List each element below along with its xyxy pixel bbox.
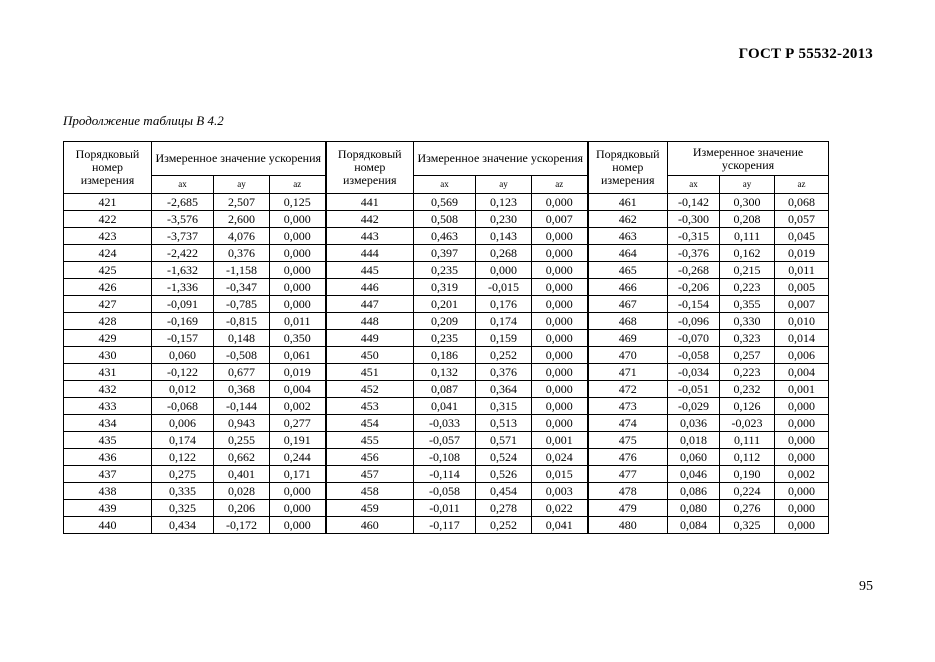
az-value: 0,022 [532, 500, 588, 517]
ax-value: -0,142 [668, 194, 720, 211]
ax-value: -2,422 [152, 245, 214, 262]
measurement-number: 449 [326, 330, 414, 347]
az-value: 0,000 [532, 398, 588, 415]
ay-value: 0,524 [476, 449, 532, 466]
measurement-number: 466 [588, 279, 668, 296]
table-row [64, 381, 829, 398]
measurement-number: 438 [64, 483, 152, 500]
ax-value: 0,132 [414, 364, 476, 381]
measurement-number: 450 [326, 347, 414, 364]
ay-value: 2,507 [214, 194, 270, 211]
measurement-number: 428 [64, 313, 152, 330]
az-value: 0,000 [270, 228, 326, 245]
az-value: 0,000 [775, 517, 829, 534]
ax-value: -0,091 [152, 296, 214, 313]
az-value: 0,014 [775, 330, 829, 347]
az-value: 0,024 [532, 449, 588, 466]
ax-value: -2,685 [152, 194, 214, 211]
ay-value: 0,943 [214, 415, 270, 432]
az-value: 0,000 [532, 364, 588, 381]
az-value: 0,000 [532, 381, 588, 398]
ay-value: 0,000 [476, 262, 532, 279]
measurement-number: 444 [326, 245, 414, 262]
measurement-number: 464 [588, 245, 668, 262]
ay-value: 0,208 [720, 211, 775, 228]
az-value: 0,000 [775, 500, 829, 517]
ax-value: -3,737 [152, 228, 214, 245]
ax-value: 0,084 [668, 517, 720, 534]
ay-value: 2,600 [214, 211, 270, 228]
measurement-number: 452 [326, 381, 414, 398]
ay-value: 0,323 [720, 330, 775, 347]
table-row [64, 347, 829, 364]
ay-value: 0,662 [214, 449, 270, 466]
az-value: 0,007 [532, 211, 588, 228]
ax-value: 0,012 [152, 381, 214, 398]
measurement-number: 446 [326, 279, 414, 296]
table-row [64, 517, 829, 534]
ax-value: -0,268 [668, 262, 720, 279]
ax-value: 0,275 [152, 466, 214, 483]
ay-value: 0,111 [720, 432, 775, 449]
measurement-number: 457 [326, 466, 414, 483]
ay-value: 0,162 [720, 245, 775, 262]
ax-value: 0,060 [668, 449, 720, 466]
az-value: 0,000 [270, 245, 326, 262]
measurement-number: 424 [64, 245, 152, 262]
az-value: 0,001 [532, 432, 588, 449]
ax-value: -0,068 [152, 398, 214, 415]
ax-value: -1,336 [152, 279, 214, 296]
az-value: 0,000 [775, 449, 829, 466]
ay-value: 0,112 [720, 449, 775, 466]
measurements-table [63, 141, 829, 534]
ay-value: 0,232 [720, 381, 775, 398]
table-row [64, 500, 829, 517]
measurement-number: 445 [326, 262, 414, 279]
axis-az: az [270, 176, 326, 194]
az-value: 0,005 [775, 279, 829, 296]
ax-value: 0,186 [414, 347, 476, 364]
ay-value: 0,143 [476, 228, 532, 245]
ay-value: 0,215 [720, 262, 775, 279]
measurement-number: 469 [588, 330, 668, 347]
ax-value: -0,029 [668, 398, 720, 415]
ay-value: 0,126 [720, 398, 775, 415]
ay-value: 0,300 [720, 194, 775, 211]
az-value: 0,000 [775, 432, 829, 449]
az-value: 0,057 [775, 211, 829, 228]
ax-value: 0,080 [668, 500, 720, 517]
measurement-number: 459 [326, 500, 414, 517]
ax-value: 0,508 [414, 211, 476, 228]
az-value: 0,011 [775, 262, 829, 279]
axis-ay: ay [476, 176, 532, 194]
ax-value: 0,335 [152, 483, 214, 500]
measurement-number: 477 [588, 466, 668, 483]
ay-value: 0,190 [720, 466, 775, 483]
measurement-number: 437 [64, 466, 152, 483]
measurement-number: 451 [326, 364, 414, 381]
measurement-number: 425 [64, 262, 152, 279]
measurement-number: 463 [588, 228, 668, 245]
ay-value: 0,571 [476, 432, 532, 449]
az-value: 0,000 [775, 483, 829, 500]
az-value: 0,010 [775, 313, 829, 330]
ay-value: 0,255 [214, 432, 270, 449]
measurement-number: 435 [64, 432, 152, 449]
ay-value: 0,401 [214, 466, 270, 483]
num-header-3: Порядковый номер измерения [588, 142, 668, 194]
table-row [64, 364, 829, 381]
ax-value: 0,325 [152, 500, 214, 517]
measured-header-1: Измеренное значение ускорения [152, 142, 326, 176]
ay-value: 0,028 [214, 483, 270, 500]
measurement-number: 431 [64, 364, 152, 381]
ay-value: -0,785 [214, 296, 270, 313]
az-value: 0,045 [775, 228, 829, 245]
ay-value: 0,526 [476, 466, 532, 483]
table-body [64, 194, 829, 534]
ax-value: 0,046 [668, 466, 720, 483]
measurement-number: 447 [326, 296, 414, 313]
az-value: 0,015 [532, 466, 588, 483]
ay-value: 0,276 [720, 500, 775, 517]
ax-value: -0,315 [668, 228, 720, 245]
ay-value: 0,368 [214, 381, 270, 398]
num-header-2: Порядковый номер измерения [326, 142, 414, 194]
az-value: 0,000 [532, 245, 588, 262]
table-row [64, 415, 829, 432]
table-row [64, 194, 829, 211]
num-header-1: Порядковый номер измерения [64, 142, 152, 194]
measurement-number: 448 [326, 313, 414, 330]
axis-ax: ax [668, 176, 720, 194]
ay-value: 0,376 [476, 364, 532, 381]
table-row [64, 466, 829, 483]
table-row [64, 245, 829, 262]
ax-value: -0,096 [668, 313, 720, 330]
axis-ax: ax [152, 176, 214, 194]
measurement-number: 474 [588, 415, 668, 432]
ax-value: -0,300 [668, 211, 720, 228]
measurement-number: 443 [326, 228, 414, 245]
axis-header-row [64, 176, 829, 194]
ax-value: -0,034 [668, 364, 720, 381]
document-code: ГОСТ Р 55532-2013 [738, 46, 873, 62]
ax-value: 0,018 [668, 432, 720, 449]
measurement-number: 467 [588, 296, 668, 313]
az-value: 0,000 [270, 211, 326, 228]
ay-value: 0,278 [476, 500, 532, 517]
ay-value: -0,508 [214, 347, 270, 364]
measurement-number: 478 [588, 483, 668, 500]
ax-value: -3,576 [152, 211, 214, 228]
measurement-number: 439 [64, 500, 152, 517]
az-value: 0,000 [270, 296, 326, 313]
measurement-number: 475 [588, 432, 668, 449]
table-row [64, 211, 829, 228]
ax-value: -0,376 [668, 245, 720, 262]
ay-value: 0,364 [476, 381, 532, 398]
ax-value: 0,041 [414, 398, 476, 415]
ay-value: -0,347 [214, 279, 270, 296]
measurement-number: 460 [326, 517, 414, 534]
measurement-number: 470 [588, 347, 668, 364]
az-value: 0,171 [270, 466, 326, 483]
ay-value: 0,224 [720, 483, 775, 500]
ay-value: 0,148 [214, 330, 270, 347]
az-value: 0,000 [532, 194, 588, 211]
ax-value: 0,319 [414, 279, 476, 296]
table-caption: Продолжение таблицы В 4.2 [63, 113, 224, 128]
header-row [64, 142, 829, 176]
ay-value: 0,330 [720, 313, 775, 330]
ay-value: -0,815 [214, 313, 270, 330]
az-value: 0,000 [532, 347, 588, 364]
measurement-number: 458 [326, 483, 414, 500]
ax-value: -0,058 [414, 483, 476, 500]
ax-value: -0,033 [414, 415, 476, 432]
ax-value: 0,201 [414, 296, 476, 313]
az-value: 0,019 [775, 245, 829, 262]
ay-value: 0,325 [720, 517, 775, 534]
measurement-number: 453 [326, 398, 414, 415]
ax-value: -1,632 [152, 262, 214, 279]
table-row [64, 483, 829, 500]
az-value: 0,000 [532, 415, 588, 432]
az-value: 0,011 [270, 313, 326, 330]
ax-value: 0,235 [414, 330, 476, 347]
measurement-number: 479 [588, 500, 668, 517]
measurement-number: 465 [588, 262, 668, 279]
ax-value: -0,169 [152, 313, 214, 330]
ay-value: 0,513 [476, 415, 532, 432]
az-value: 0,002 [270, 398, 326, 415]
measurement-number: 427 [64, 296, 152, 313]
page-number: 95 [859, 579, 873, 594]
ax-value: 0,569 [414, 194, 476, 211]
ay-value: 0,174 [476, 313, 532, 330]
measurement-number: 480 [588, 517, 668, 534]
ax-value: -0,157 [152, 330, 214, 347]
ax-value: -0,206 [668, 279, 720, 296]
measurement-number: 433 [64, 398, 152, 415]
ay-value: 0,159 [476, 330, 532, 347]
az-value: 0,061 [270, 347, 326, 364]
axis-ay: ay [720, 176, 775, 194]
az-value: 0,000 [270, 279, 326, 296]
ax-value: 0,463 [414, 228, 476, 245]
ax-value: -0,114 [414, 466, 476, 483]
az-value: 0,191 [270, 432, 326, 449]
az-value: 0,000 [270, 262, 326, 279]
ay-value: 0,355 [720, 296, 775, 313]
az-value: 0,068 [775, 194, 829, 211]
ax-value: 0,087 [414, 381, 476, 398]
az-value: 0,019 [270, 364, 326, 381]
measurement-number: 434 [64, 415, 152, 432]
az-value: 0,001 [775, 381, 829, 398]
ax-value: 0,122 [152, 449, 214, 466]
ax-value: -0,070 [668, 330, 720, 347]
ay-value: 0,111 [720, 228, 775, 245]
measurement-number: 426 [64, 279, 152, 296]
measurement-number: 422 [64, 211, 152, 228]
ax-value: 0,006 [152, 415, 214, 432]
az-value: 0,000 [532, 313, 588, 330]
ax-value: -0,058 [668, 347, 720, 364]
az-value: 0,350 [270, 330, 326, 347]
ax-value: -0,011 [414, 500, 476, 517]
ay-value: 0,252 [476, 517, 532, 534]
measurement-number: 441 [326, 194, 414, 211]
ay-value: 0,252 [476, 347, 532, 364]
ay-value: 0,123 [476, 194, 532, 211]
az-value: 0,000 [775, 398, 829, 415]
az-value: 0,000 [532, 262, 588, 279]
measurement-number: 423 [64, 228, 152, 245]
ax-value: 0,434 [152, 517, 214, 534]
ax-value: 0,235 [414, 262, 476, 279]
axis-az: az [532, 176, 588, 194]
ay-value: 0,677 [214, 364, 270, 381]
az-value: 0,041 [532, 517, 588, 534]
measurement-number: 454 [326, 415, 414, 432]
ax-value: -0,154 [668, 296, 720, 313]
az-value: 0,000 [532, 330, 588, 347]
measurement-number: 471 [588, 364, 668, 381]
az-value: 0,000 [532, 228, 588, 245]
table-row [64, 449, 829, 466]
measurement-number: 432 [64, 381, 152, 398]
az-value: 0,000 [270, 517, 326, 534]
table-row [64, 262, 829, 279]
ay-value: 0,454 [476, 483, 532, 500]
az-value: 0,000 [532, 296, 588, 313]
ax-value: -0,051 [668, 381, 720, 398]
ax-value: -0,108 [414, 449, 476, 466]
axis-ax: ax [414, 176, 476, 194]
measurement-number: 436 [64, 449, 152, 466]
ay-value: 0,376 [214, 245, 270, 262]
ay-value: 4,076 [214, 228, 270, 245]
table-row [64, 313, 829, 330]
ax-value: 0,397 [414, 245, 476, 262]
table-row [64, 296, 829, 313]
table-row [64, 432, 829, 449]
axis-ay: ay [214, 176, 270, 194]
az-value: 0,000 [270, 500, 326, 517]
ay-value: -0,172 [214, 517, 270, 534]
measured-header-2: Измеренное значение ускорения [414, 142, 588, 176]
measurement-number: 468 [588, 313, 668, 330]
ax-value: -0,057 [414, 432, 476, 449]
az-value: 0,006 [775, 347, 829, 364]
ay-value: 0,257 [720, 347, 775, 364]
ax-value: 0,060 [152, 347, 214, 364]
ay-value: 0,176 [476, 296, 532, 313]
axis-az: az [775, 176, 829, 194]
table-row [64, 279, 829, 296]
az-value: 0,004 [775, 364, 829, 381]
az-value: 0,244 [270, 449, 326, 466]
az-value: 0,125 [270, 194, 326, 211]
az-value: 0,000 [532, 279, 588, 296]
measured-header-3: Измеренное значение ускорения [668, 142, 829, 176]
measurement-number: 462 [588, 211, 668, 228]
ax-value: -0,117 [414, 517, 476, 534]
measurement-number: 455 [326, 432, 414, 449]
az-value: 0,003 [532, 483, 588, 500]
ay-value: 0,315 [476, 398, 532, 415]
measurement-number: 461 [588, 194, 668, 211]
az-value: 0,004 [270, 381, 326, 398]
ax-value: 0,086 [668, 483, 720, 500]
az-value: 0,000 [775, 415, 829, 432]
az-value: 0,277 [270, 415, 326, 432]
ax-value: 0,036 [668, 415, 720, 432]
table-row [64, 398, 829, 415]
measurement-number: 430 [64, 347, 152, 364]
ay-value: -0,144 [214, 398, 270, 415]
ay-value: -1,158 [214, 262, 270, 279]
table-row [64, 228, 829, 245]
measurement-number: 421 [64, 194, 152, 211]
measurement-number: 429 [64, 330, 152, 347]
table-row [64, 330, 829, 347]
ay-value: 0,223 [720, 279, 775, 296]
ay-value: 0,223 [720, 364, 775, 381]
az-value: 0,002 [775, 466, 829, 483]
ay-value: -0,015 [476, 279, 532, 296]
measurement-number: 476 [588, 449, 668, 466]
measurement-number: 473 [588, 398, 668, 415]
ax-value: 0,209 [414, 313, 476, 330]
az-value: 0,000 [270, 483, 326, 500]
ay-value: 0,268 [476, 245, 532, 262]
measurement-number: 440 [64, 517, 152, 534]
ay-value: -0,023 [720, 415, 775, 432]
measurement-number: 442 [326, 211, 414, 228]
ay-value: 0,230 [476, 211, 532, 228]
measurement-number: 472 [588, 381, 668, 398]
az-value: 0,007 [775, 296, 829, 313]
ax-value: -0,122 [152, 364, 214, 381]
ay-value: 0,206 [214, 500, 270, 517]
measurement-number: 456 [326, 449, 414, 466]
ax-value: 0,174 [152, 432, 214, 449]
